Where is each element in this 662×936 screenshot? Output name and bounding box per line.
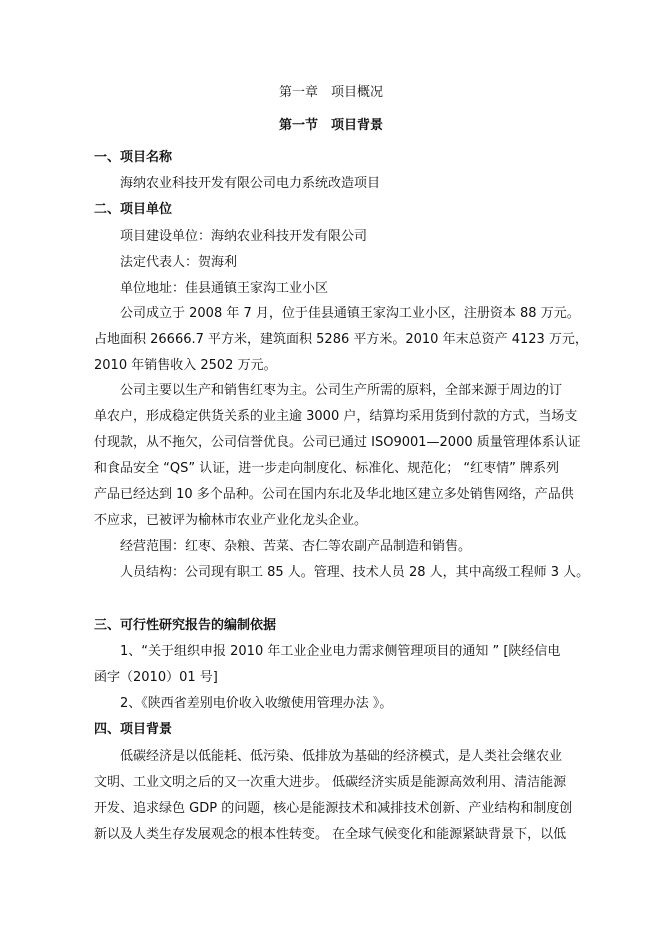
background-paragraph-line: 新以及人类生存发展观念的根本性转变。 在全球气候变化和能源紧缺背景下，以低	[94, 827, 567, 842]
business-paragraph-line: 公司主要以生产和销售红枣为主。公司生产所需的原料，全部来源于周边的订	[120, 383, 563, 398]
company-paragraph-line: 占地面积 26666.7 平方米，建筑面积 5286 平方米。2010 年末总资产 4123 万元，	[94, 332, 588, 347]
unit-name: 项目建设单位：海纳农业科技开发有限公司	[120, 229, 368, 244]
legal-representative: 法定代表人：贺海利	[120, 255, 238, 270]
business-paragraph-line: 产品已经达到 10 多个品种。公司在国内东北及华北地区建立多处销售网络，产品供	[94, 487, 574, 502]
business-paragraph-line: 不应求，已被评为榆林市农业产业化龙头企业。	[94, 513, 368, 528]
background-paragraph-line: 开发、追求绿色 GDP 的问题，核心是能源技术和减排技术创新、产业结构和制度创	[94, 801, 573, 816]
company-paragraph-line: 2010 年销售收入 2502 万元。	[94, 358, 277, 373]
background-paragraph-line: 低碳经济是以低能耗、低污染、低排放为基础的经济模式，是人类社会继农业	[120, 749, 563, 764]
basis-item-1-line: 函字（2010）01 号]	[94, 670, 218, 685]
heading-basis: 三、可行性研究报告的编制依据	[94, 618, 277, 633]
heading-project-unit: 二、项目单位	[94, 202, 173, 217]
background-paragraph-line: 文明、工业文明之后的又一次重大进步。 低碳经济实质是能源高效利用、清洁能源	[94, 775, 567, 790]
heading-project-name: 一、项目名称	[94, 150, 173, 165]
unit-address: 单位地址：佳县通镇王家沟工业小区	[120, 281, 329, 296]
business-paragraph-line: 付现款，从不拖欠，公司信誉优良。公司已通过 ISO9001—2000 质量管理体系认证	[94, 435, 581, 450]
chapter-title: 第一章 项目概况	[278, 85, 383, 100]
project-name-text: 海纳农业科技开发有限公司电力系统改造项目	[120, 176, 381, 191]
section-title: 第一节 项目背景	[278, 118, 383, 133]
business-paragraph-line: 和食品安全 “QS” 认证，进一步走向制度化、标准化、规范化； “红枣情” 牌系列	[94, 461, 559, 476]
staff-structure: 人员结构：公司现有职工 85 人。管理、技术人员 28 人，其中高级工程师 3 人。	[120, 565, 590, 580]
basis-item-1-line: 1、“关于组织申报 2010 年工业企业电力需求侧管理项目的通知 ” [陕经信电	[120, 644, 561, 659]
basis-item-2: 2、《陕西省差别电价收入收缴使用管理办法 》。	[120, 696, 393, 711]
company-paragraph-line: 公司成立于 2008 年 7 月，位于佳县通镇王家沟工业小区，注册资本 88 万元。	[120, 306, 580, 321]
business-paragraph-line: 单农户，形成稳定供货关系的业主逾 3000 户，结算均采用货到付款的方式，当场支	[94, 409, 578, 424]
business-scope: 经营范围：红枣、杂粮、苦菜、杏仁等农副产品制造和销售。	[120, 539, 472, 554]
heading-background: 四、项目背景	[94, 722, 173, 737]
